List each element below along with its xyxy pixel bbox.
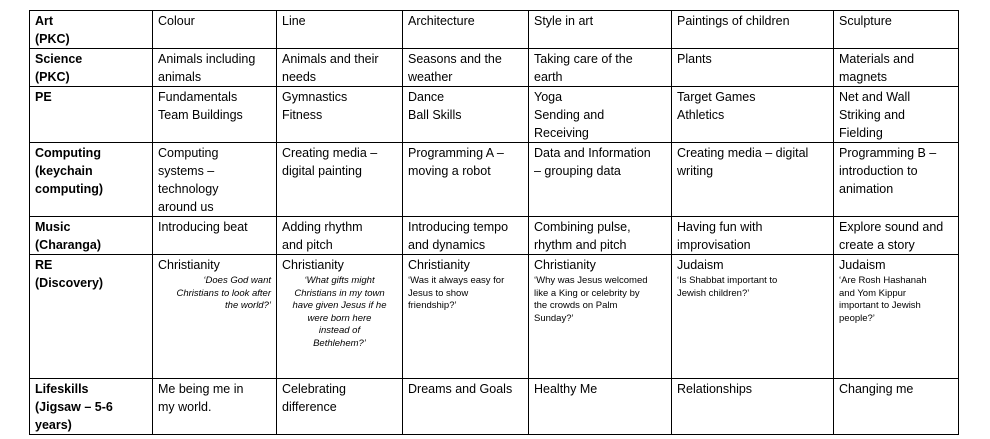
re-topic: Judaism bbox=[677, 258, 724, 272]
table-cell: Creating media – digital painting bbox=[277, 143, 403, 217]
table-cell: Yoga Sending and Receiving bbox=[529, 87, 672, 143]
re-question: ‘Was it always easy for Jesus to show friendship?’ bbox=[408, 275, 505, 311]
table-cell: Animals and their needs bbox=[277, 49, 403, 87]
table-row bbox=[30, 255, 959, 379]
subject-cell: Computing (keychain computing) bbox=[30, 143, 153, 217]
table-cell: Programming A – moving a robot bbox=[403, 143, 529, 217]
table-cell: Changing me bbox=[834, 379, 959, 435]
curriculum-table bbox=[29, 10, 959, 435]
table-cell bbox=[529, 255, 672, 379]
table-cell: Fundamentals Team Buildings bbox=[153, 87, 277, 143]
re-topic: Christianity bbox=[282, 258, 344, 272]
table-cell bbox=[672, 255, 834, 379]
table-cell: Style in art bbox=[529, 11, 672, 49]
table-cell: Adding rhythm and pitch bbox=[277, 217, 403, 255]
table-cell: Gymnastics Fitness bbox=[277, 87, 403, 143]
subject-cell: Science (PKC) bbox=[30, 49, 153, 87]
table-cell bbox=[153, 255, 277, 379]
table-cell: Net and Wall Striking and Fielding bbox=[834, 87, 959, 143]
re-topic: Judaism bbox=[839, 258, 886, 272]
subject-cell: PE bbox=[30, 87, 153, 143]
table-cell: Target Games Athletics bbox=[672, 87, 834, 143]
table-cell: Introducing beat bbox=[153, 217, 277, 255]
table-cell: Explore sound and create a story bbox=[834, 217, 959, 255]
re-question: ‘Does God want Christians to look after the world?’ bbox=[176, 275, 271, 311]
table-row bbox=[30, 379, 959, 435]
table-cell: Seasons and the weather bbox=[403, 49, 529, 87]
table-cell: Me being me in my world. bbox=[153, 379, 277, 435]
table-cell: Architecture bbox=[403, 11, 529, 49]
re-question: ‘Is Shabbat important to Jewish children?’ bbox=[677, 275, 778, 299]
subject-cell: Lifeskills (Jigsaw – 5-6 years) bbox=[30, 379, 153, 435]
re-topic: Christianity bbox=[158, 258, 220, 272]
table-cell: Computing systems – technology around us bbox=[153, 143, 277, 217]
table-row bbox=[30, 11, 959, 49]
table-row bbox=[30, 87, 959, 143]
table-cell: Sculpture bbox=[834, 11, 959, 49]
table-cell: Relationships bbox=[672, 379, 834, 435]
table-cell: Data and Information – grouping data bbox=[529, 143, 672, 217]
table-cell: Having fun with improvisation bbox=[672, 217, 834, 255]
re-question: ‘Why was Jesus welcomed like a King or celebrity by the crowds on Palm Sunday?’ bbox=[534, 275, 648, 324]
table-cell: Materials and magnets bbox=[834, 49, 959, 87]
table-cell: Line bbox=[277, 11, 403, 49]
subject-cell: Music (Charanga) bbox=[30, 217, 153, 255]
table-cell bbox=[277, 255, 403, 379]
table-cell: Colour bbox=[153, 11, 277, 49]
table-cell: Paintings of children bbox=[672, 11, 834, 49]
table-cell: Taking care of the earth bbox=[529, 49, 672, 87]
table-row bbox=[30, 217, 959, 255]
table-cell: Combining pulse, rhythm and pitch bbox=[529, 217, 672, 255]
table-row bbox=[30, 49, 959, 87]
table-cell bbox=[834, 255, 959, 379]
subject-cell: RE (Discovery) bbox=[30, 255, 153, 379]
table-cell: Animals including animals bbox=[153, 49, 277, 87]
table-cell: Plants bbox=[672, 49, 834, 87]
subject-cell: Art (PKC) bbox=[30, 11, 153, 49]
table-cell: Healthy Me bbox=[529, 379, 672, 435]
re-topic: Christianity bbox=[534, 258, 596, 272]
table-cell: Celebrating difference bbox=[277, 379, 403, 435]
re-topic: Christianity bbox=[408, 258, 470, 272]
table-cell: Creating media – digital writing bbox=[672, 143, 834, 217]
re-question: ‘Are Rosh Hashanah and Yom Kippur important to Jewish people?’ bbox=[839, 275, 927, 324]
table-cell bbox=[403, 255, 529, 379]
table-cell: Dreams and Goals bbox=[403, 379, 529, 435]
table-cell: Introducing tempo and dynamics bbox=[403, 217, 529, 255]
table-cell: Dance Ball Skills bbox=[403, 87, 529, 143]
table-cell: Programming B – introduction to animation bbox=[834, 143, 959, 217]
table-row bbox=[30, 143, 959, 217]
re-question: ‘What gifts might Christians in my town have given Jesus if he were born here instead of Bethlehem?’ bbox=[292, 275, 387, 349]
